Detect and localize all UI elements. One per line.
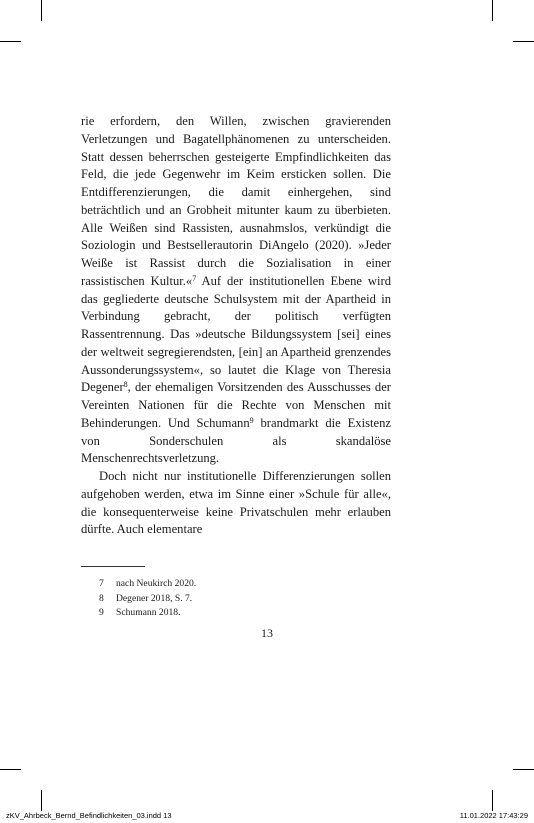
crop-mark [41, 790, 42, 811]
crop-mark [0, 769, 21, 770]
footnote-9 [99, 606, 196, 621]
footnote-ref-8: 8 [123, 380, 128, 390]
paragraph-2 [81, 468, 391, 539]
text-run: rie erfordern, den Willen, zwischen gravierenden Verletzungen und Bagatellphänomenen zu unterscheiden. Statt dessen beherrschen gesteigerte Empfindlichkeiten das Feld, die jede Gegenwehr im Keim ersticken sollen. Die Entdifferenzierungen, die damit einhergehen, sind beträchtlich und an Grobheit mitunter kaum zu überbieten. Alle Weißen sind Rassisten, ausnahmslos, verkündigt die Soziologin und Bestsellerautorin DiAngelo (2020). »Jeder Weiße ist Rassist durch die Sozialisation in einer rassistischen Kultur.« [81, 114, 391, 288]
footnote-text: Degener 2018, S. 7. [116, 592, 193, 604]
crop-mark [41, 0, 42, 21]
crop-mark [0, 41, 21, 42]
footnotes [99, 577, 196, 621]
footnote-8 [99, 592, 196, 607]
paragraph-1 [81, 113, 391, 468]
footnote-number: 8 [99, 592, 104, 604]
slug-file: zKV_Ahrbeck_Bernd_Befindlichkeiten_03.indd 13 [6, 811, 172, 820]
text-run: Doch nicht nur institutionelle Differenzierungen sollen aufgehoben werden, etwa im Sinne einer »Schule für alle«, die konsequenterweise keine Privatschulen mehr erlauben dürfte. Auch elementare [81, 469, 391, 537]
footnote-rule [81, 566, 145, 567]
text-run: , der ehemaligen Vorsitzenden des Ausschusses der Vereinten Nationen für die Rechte von Menschen mit Behinderungen. Und Schumann [81, 380, 391, 430]
footnote-ref-9: 9 [249, 415, 254, 425]
footnote-7 [99, 577, 196, 592]
text-run: brandmarkt die Existenz von Sonderschulen als skandalöse Menschenrechtsverletzung. [81, 415, 391, 466]
crop-mark [492, 0, 493, 21]
slug-datetime: 11.01.2022 17:43:29 [459, 811, 528, 820]
page-number: 13 [261, 626, 273, 640]
footnote-text: Schumann 2018. [116, 607, 181, 618]
crop-mark [513, 41, 534, 42]
footnote-number: 9 [99, 607, 104, 618]
footnote-number: 7 [99, 578, 104, 589]
body-text [81, 113, 391, 539]
footnote-ref-7: 7 [192, 273, 197, 283]
crop-mark [513, 769, 534, 770]
text-run: Auf der institutionellen Ebene wird das gegliederte deutsche Schulsystem mit der Apartheid in Verbindung gebracht, der politisch verfügten Rassentrennung. Das »deutsche Bildungssystem [sei] eines der weltweit segregierendsten, [ein] an Apartheid grenzendes Aussonderungssystem«, so lautet die Klage von Theresia Degener [81, 273, 391, 395]
footnote-text: nach Neukirch 2020. [116, 578, 197, 589]
crop-mark [492, 790, 493, 811]
